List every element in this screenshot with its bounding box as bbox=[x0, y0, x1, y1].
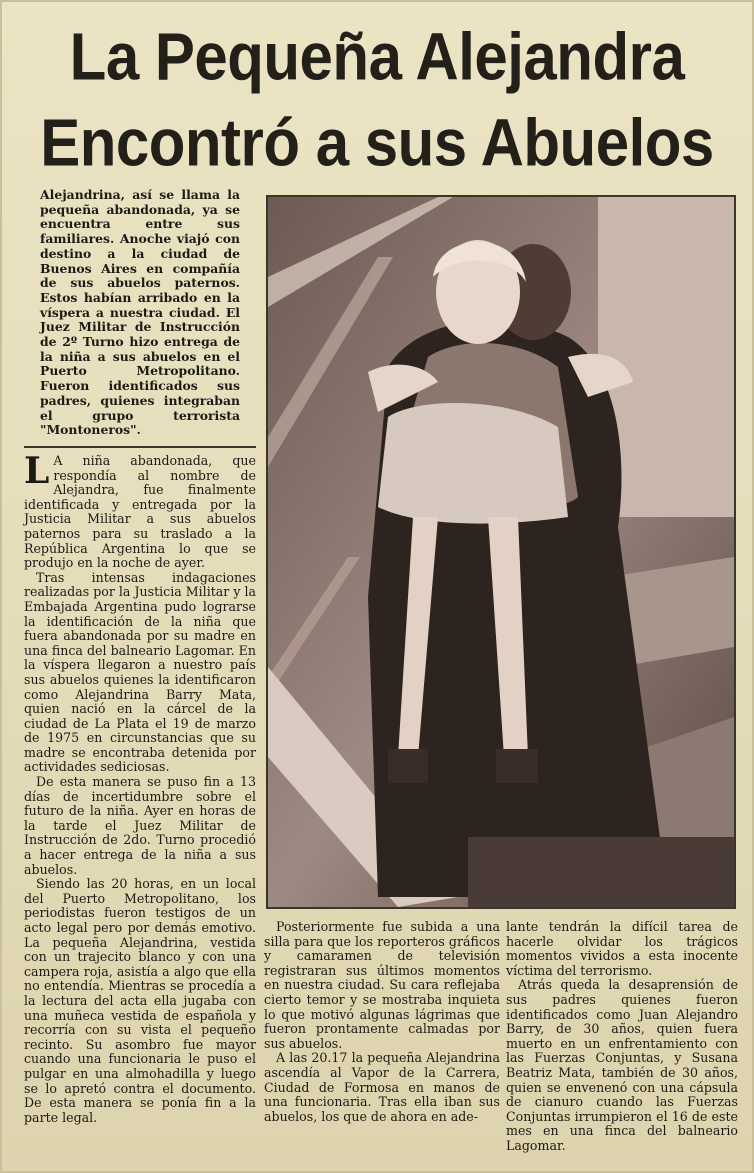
lead-paragraph: Alejandrina, así se llama la pequeña abandonada, ya se encuentra entre sus familiares. Anoche viajó con destino a la ciudad de Buenos Aires en compañía de sus abuelos paternos. Estos habían arribado en la víspera a nuestra ciudad. El Juez Militar de Instrucción de 2º Turno hizo entrega de la niña a sus abuelos en el Puerto Metropolitano. Fueron identificados sus padres, quienes integraban el grupo terrorista "Montoneros". bbox=[40, 187, 240, 438]
paragraph-7: lante tendrán la difícil tarea de hacerle olvidar los trágicos momentos vividos a esta inocente víctima del terrorismo. bbox=[506, 919, 738, 978]
lead-divider bbox=[24, 446, 256, 448]
article-column-right bbox=[506, 920, 738, 1154]
paragraph-2: Tras intensas indagaciones realizadas por la Justicia Militar y la Embajada Argentina pudo lograrse la identificación de la niña que fuera abandonada por su madre en una finca del balneario Lagomar. En la víspera llegaron a nuestro país sus abuelos quienes la identificaron como Alejandrina Barry Mata, quien nació en la cárcel de la ciudad de La Plata el 19 de marzo de 1975 en circunstancias que su madre se encontraba detenida por actividades sediciosas. bbox=[24, 569, 256, 775]
paragraph-1 bbox=[24, 450, 256, 571]
headline-line-1: La Pequeña Alejandra bbox=[69, 18, 685, 94]
paragraph-6: A las 20.17 la pequeña Alejandrina ascendía al Vapor de la Carrera, Ciudad de Formosa en manos de una funcionaria. Tras ella iban sus abuelos, los que de ahora en ade- bbox=[264, 1050, 500, 1124]
article-column-left bbox=[24, 450, 256, 1125]
paragraph-4: Siendo las 20 horas, en un local del Puerto Metropolitano, los periodistas fueron testigos de un acto legal pero por demás emotivo. La pequeña Alejandrina, vestida con un trajecito blanco y con una campera roja, asistía a algo que ella no entendía. Mientras se procedía a la lectura del acta ella jugaba con una muñeca vestida de española y recorría con su vista el pequeño recinto. Su asombro fue mayor cuando una funcionaria le puso el pulgar en una almohadilla y luego se lo apretó contra el documento. De esta manera se ponía fin a la parte legal. bbox=[24, 876, 256, 1125]
paragraph-3: De esta manera se puso fin a 13 días de incertidumbre sobre el futuro de la niña. Ayer en horas de la tarde el Juez Militar de Instrucción de 2do. Turno procedió a hacer entrega de la niña a sus abuelos. bbox=[24, 774, 256, 877]
paragraph-8: Atrás queda la desaprensión de sus padres quienes fueron identificados como Juan Alejandro Barry, de 30 años, quien fuera muerto en un enfrentamiento con las Fuerzas Conjuntas, y Susana Beatriz Mata, también de 30 años, quien se envenenó con una cápsula de cianuro cuando las Fuerzas Conjuntas irrumpieron el 16 de este mes en una finca del balneario Lagomar. bbox=[506, 977, 738, 1153]
photo-grandmother-holding-child bbox=[268, 197, 734, 907]
article-column-middle bbox=[264, 920, 500, 1124]
paragraph-5: Posteriormente fue subida a una silla para que los reporteros gráficos y camaramen de televisión registraran sus últimos momentos en nuestra ciudad. Su cara reflejaba cierto temor y se mostraba inquieta lo que motivó algunas lágrimas que fueron prontamente calmadas por sus abuelos. bbox=[264, 919, 500, 1051]
headline bbox=[16, 14, 738, 184]
drop-cap: L bbox=[24, 450, 50, 492]
news-photo bbox=[266, 195, 736, 909]
headline-line-2: Encontró a sus Abuelos bbox=[40, 104, 714, 180]
paragraph-1-text: A niña abandonada, que respondía al nombre de Alejandra, fue finalmente identificada y entregada por la Justicia Militar a sus abuelos paternos para su traslado a la República Argentina lo que se produjo en la noche de ayer. bbox=[24, 453, 256, 571]
